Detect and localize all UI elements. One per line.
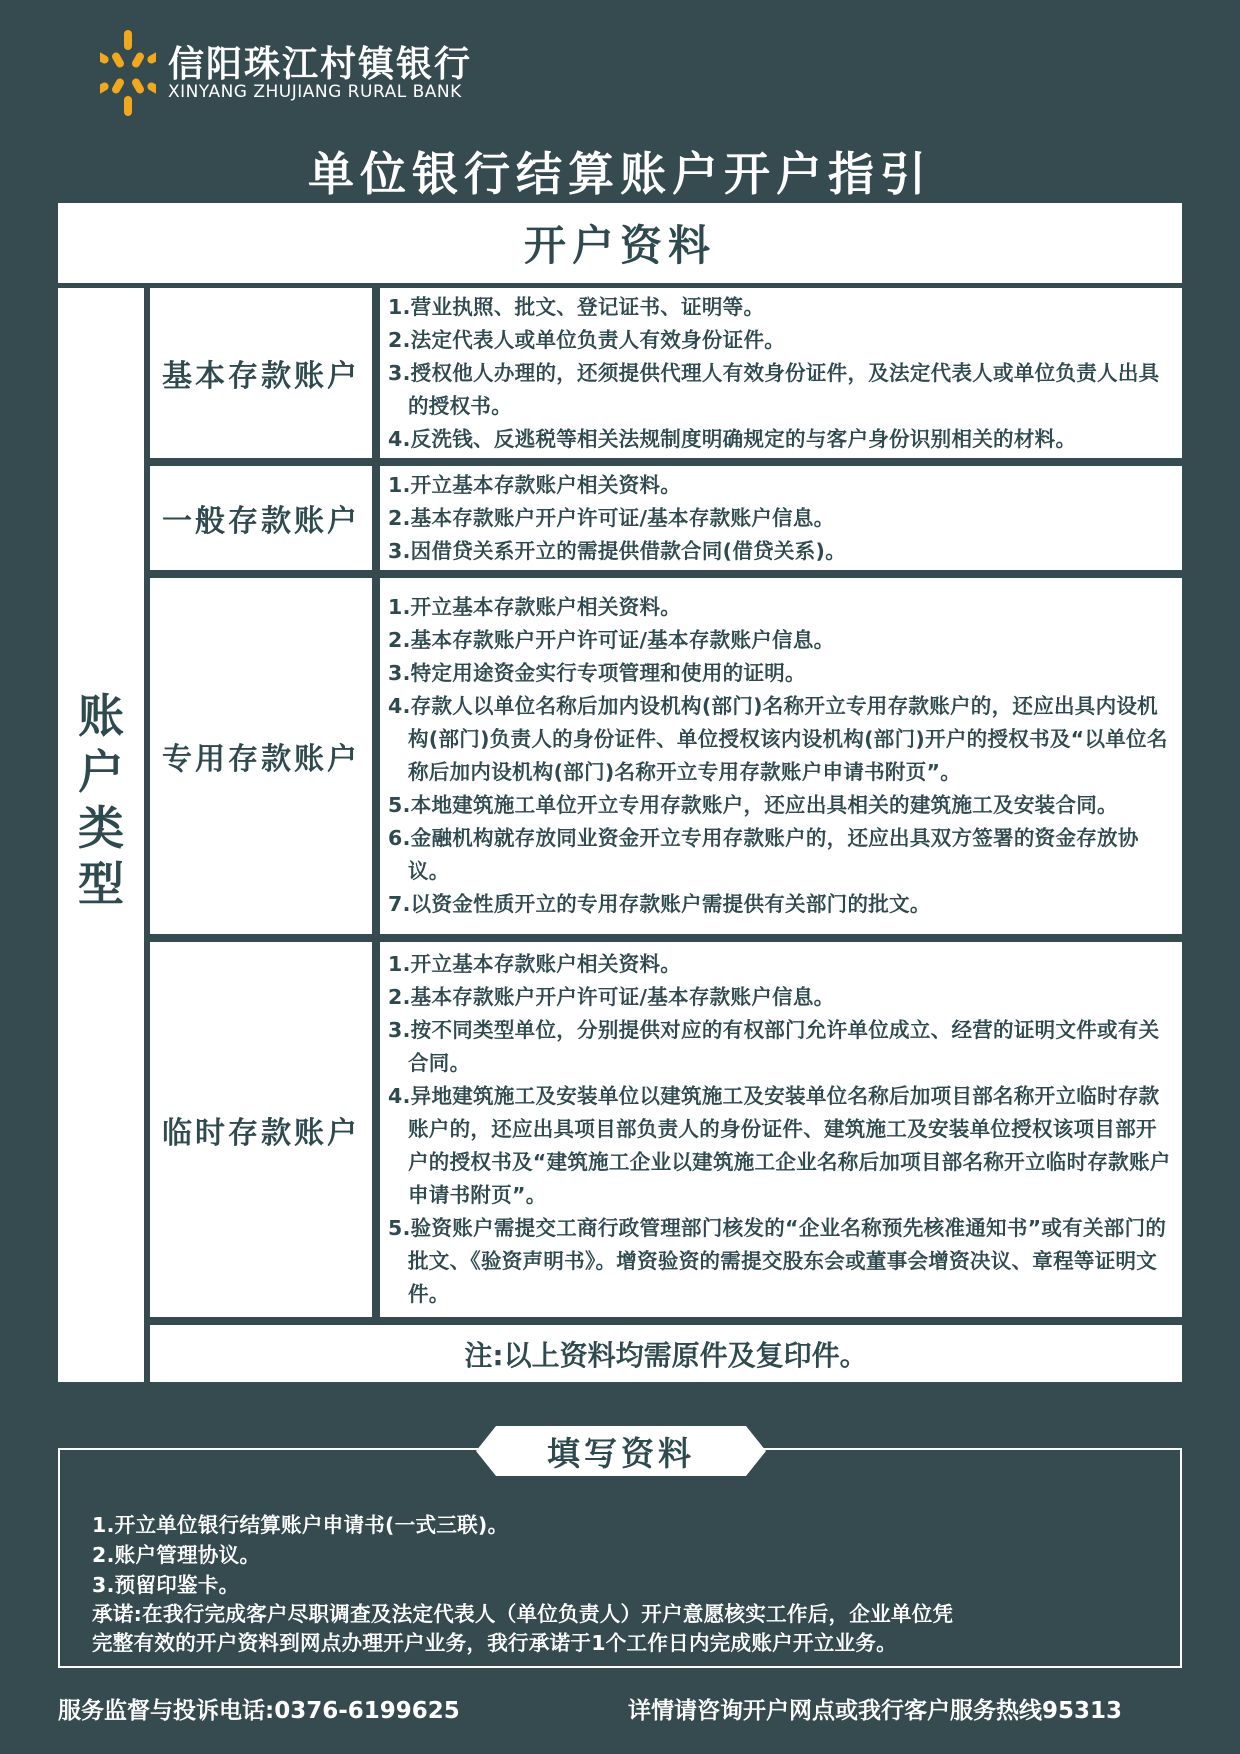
account-type-char: 账	[78, 689, 124, 743]
account-items-basic	[380, 288, 1182, 458]
account-name-general: 一般存款账户	[150, 466, 372, 570]
bank-name-en: XINYANG ZHUJIANG RURAL BANK	[168, 82, 462, 102]
note: 注:以上资料均需原件及复印件。	[150, 1325, 1182, 1382]
account-type-label	[58, 688, 144, 912]
fill-list	[92, 1510, 1172, 1658]
fill-section-title-text: 填写资料	[547, 1433, 695, 1473]
account-type-char: 类	[78, 801, 124, 855]
list-item: 2.基本存款账户开户许可证/基本存款账户信息。	[388, 628, 835, 652]
list-item: 1.开立单位银行结算账户申请书(一式三联)。	[92, 1513, 509, 1537]
page-title: 单位银行结算账户开户指引	[308, 147, 932, 201]
list-item: 2.基本存款账户开户许可证/基本存款账户信息。	[388, 985, 835, 1009]
bank-logo	[100, 28, 480, 118]
list-item: 4.异地建筑施工及安装单位以建筑施工及安装单位名称后加项目部名称开立临时存款账户的，还应出具项目部负责人的身份证件、建筑施工及安装单位授权该项目部开户的授权书及“建筑施工企业以建筑施工企业名称后加项目部名称开立临时存款账户申请书附页”。	[388, 1084, 1171, 1207]
account-name-temporary: 临时存款账户	[150, 942, 372, 1317]
list-item: 5.验资账户需提交工商行政管理部门核发的“企业名称预先核准通知书”或有关部门的批文、《验资声明书》。增资验资的需提交股东会或董事会增资决议、章程等证明文件。	[388, 1216, 1167, 1306]
list-item: 5.本地建筑施工单位开立专用存款账户，还应出具相关的建筑施工及安装合同。	[388, 793, 1118, 817]
list-item: 1.营业执照、批文、登记证书、证明等。	[388, 294, 765, 319]
bank-logo-mark-icon	[100, 28, 156, 118]
list-item: 2.基本存款账户开户许可证/基本存款账户信息。	[388, 505, 835, 530]
list-item: 4.反洗钱、反逃税等相关法规制度明确规定的与客户身份识别相关的材料。	[388, 426, 1077, 451]
account-items-general	[380, 466, 1182, 570]
account-name-special: 专用存款账户	[150, 578, 372, 934]
commitment-line-1: 承诺:在我行完成客户尽职调查及法定代表人（单位负责人）开户意愿核实工作后，企业单位凭	[92, 1602, 954, 1626]
list-item: 1.开立基本存款账户相关资料。	[388, 952, 682, 976]
account-items-temporary	[380, 942, 1182, 1317]
list-item: 3.授权他人办理的，还须提供代理人有效身份证件，及法定代表人或单位负责人出具的授权书。	[388, 360, 1160, 418]
account-type-column	[58, 288, 144, 1382]
bank-name-cn: 信阳珠江村镇银行	[168, 44, 473, 85]
account-type-char: 户	[78, 745, 124, 799]
commitment-line-2: 完整有效的开户资料到网点办理开户业务，我行承诺于1个工作日内完成账户开立业务。	[92, 1631, 897, 1655]
account-items-special	[380, 578, 1182, 934]
list-item: 3.因借贷关系开立的需提供借款合同(借贷关系)。	[388, 538, 846, 563]
list-item: 3.按不同类型单位，分别提供对应的有权部门允许单位成立、经营的证明文件或有关合同。	[388, 1018, 1160, 1075]
list-item: 6.金融机构就存放同业资金开立专用存款账户的，还应出具双方签署的资金存放协议。	[388, 826, 1139, 883]
list-item: 1.开立基本存款账户相关资料。	[388, 472, 682, 497]
list-item: 7.以资金性质开立的专用存款账户需提供有关部门的批文。	[388, 892, 931, 916]
account-type-char: 型	[78, 857, 124, 911]
fill-section-title	[476, 1426, 766, 1476]
list-item: 2.法定代表人或单位负责人有效身份证件。	[388, 327, 786, 352]
list-item: 2.账户管理协议。	[92, 1543, 261, 1567]
list-item: 1.开立基本存款账户相关资料。	[388, 595, 682, 619]
list-item: 3.预留印鉴卡。	[92, 1573, 240, 1597]
complaint-phone: 服务监督与投诉电话:0376-6199625	[58, 1698, 460, 1724]
list-item: 3.特定用途资金实行专项管理和使用的证明。	[388, 661, 806, 685]
account-name-basic: 基本存款账户	[150, 288, 372, 458]
section-heading-documents: 开户资料	[58, 203, 1182, 283]
service-hotline: 详情请咨询开户网点或我行客户服务热线95313	[628, 1698, 1123, 1724]
list-item: 4.存款人以单位名称后加内设机构(部门)名称开立专用存款账户的，还应出具内设机构(部门)负责人的身份证件、单位授权该内设机构(部门)开户的授权书及“以单位名称后加内设机构(部门)名称开立专用存款账户申请书附页”。	[388, 694, 1168, 784]
